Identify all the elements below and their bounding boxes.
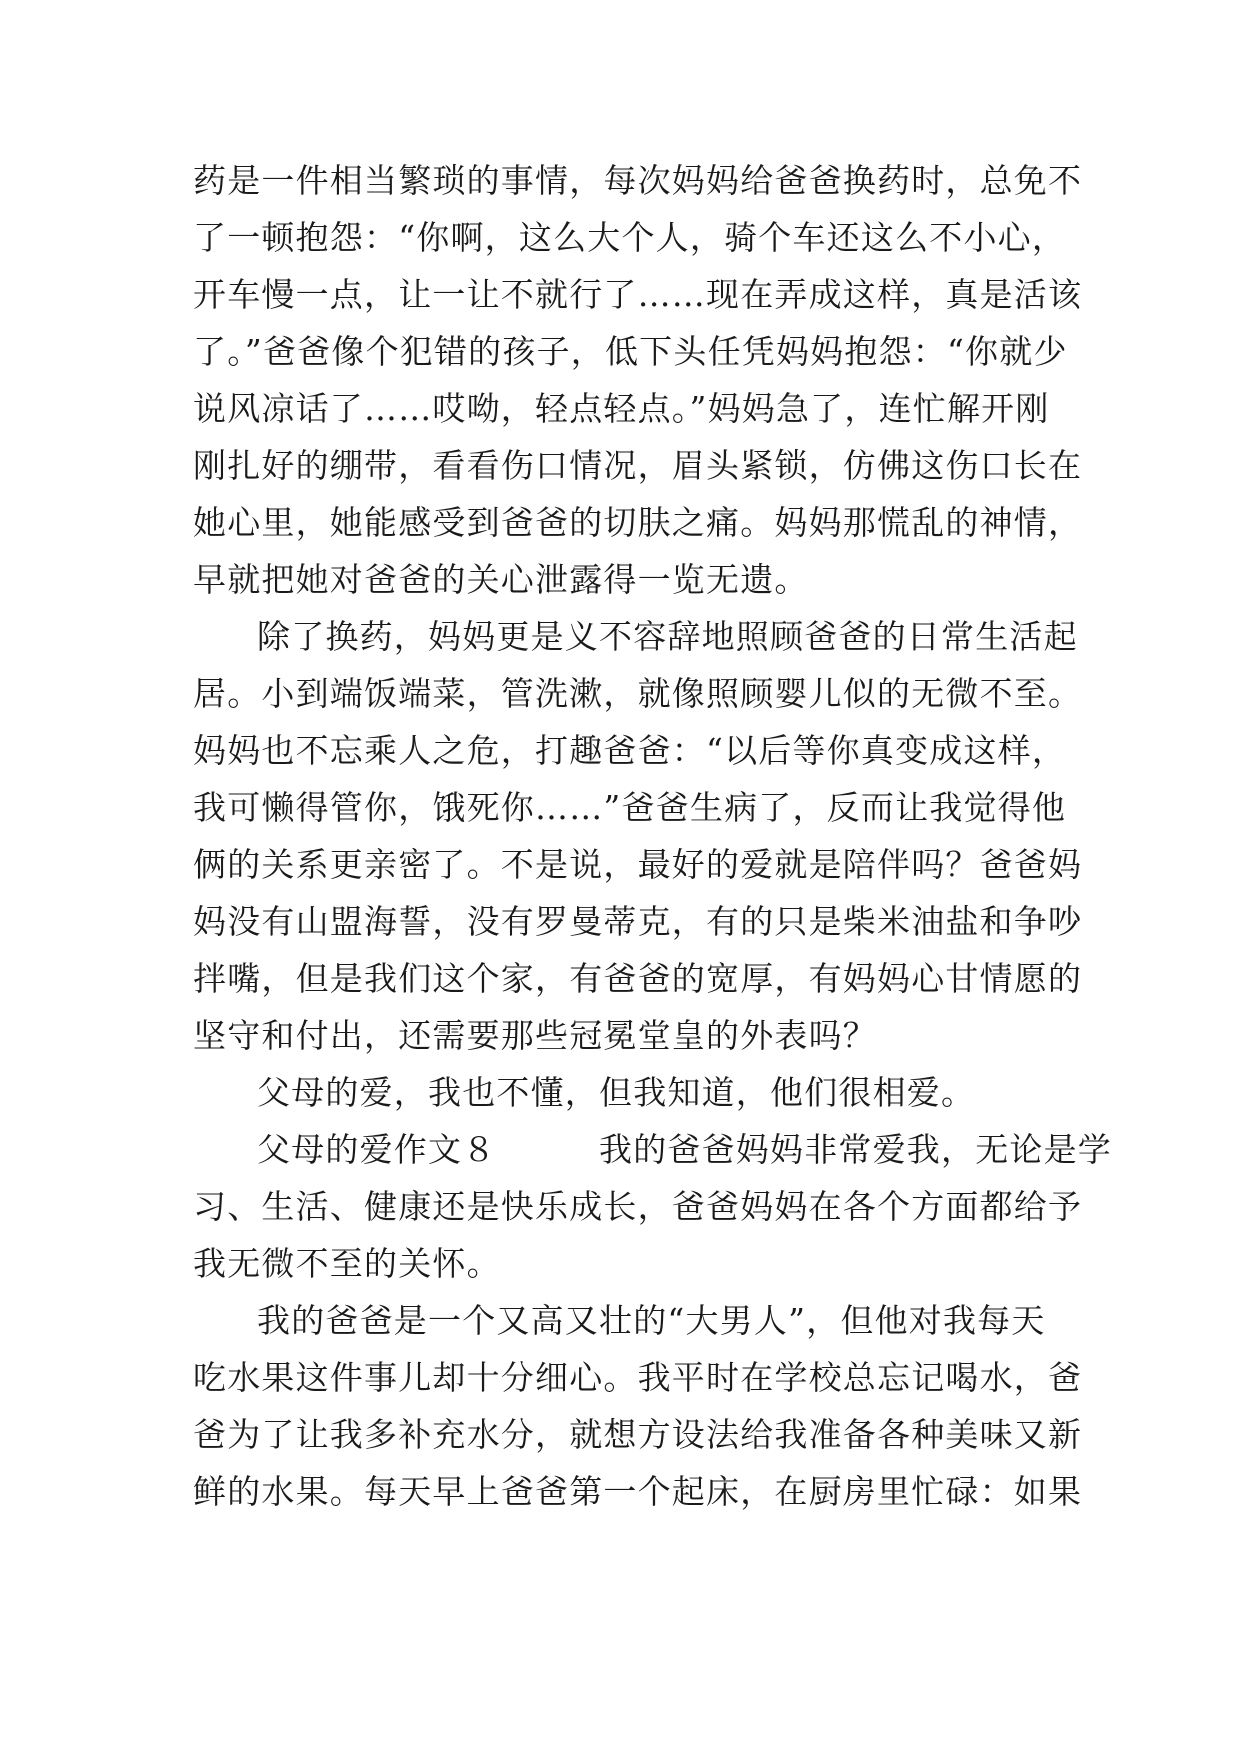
paragraph-start-line: 父母的爱，我也不懂，但我知道，他们很相爱。 (257, 1073, 976, 1112)
text-line: 居。小到端饭端菜，管洗漱，就像照顾婴儿似的无微不至。 (193, 674, 1083, 713)
text-line: 爸为了让我多补充水分，就想方设法给我准备各种美味又新 (193, 1415, 1083, 1454)
text-line: 了一顿抱怨：“你啊，这么大个人，骑个车还这么不小心， (193, 218, 1067, 257)
text-line: 早就把她对爸爸的关心泄露得一览无遗。 (193, 560, 809, 599)
body-text (193, 152, 1112, 1520)
text-line: 鲜的水果。每天早上爸爸第一个起床，在厨房里忙碌：如果 (193, 1472, 1083, 1511)
text-line: 俩的关系更亲密了。不是说，最好的爱就是陪伴吗？爸爸妈 (193, 845, 1083, 884)
text-line: 妈妈也不忘乘人之危，打趣爸爸：“以后等你真变成这样， (193, 731, 1067, 770)
text-line: 说风凉话了……哎呦，轻点轻点。”妈妈急了，连忙解开刚 (193, 389, 1050, 428)
text-line: 坚守和付出，还需要那些冠冕堂皇的外表吗？ (193, 1016, 877, 1055)
paragraph-start-line: 除了换药，妈妈更是义不容辞地照顾爸爸的日常生活起 (257, 617, 1078, 656)
text-line: 刚扎好的绷带，看看伤口情况，眉头紧锁，仿佛这伤口长在 (193, 446, 1083, 485)
text-line: 拌嘴，但是我们这个家，有爸爸的宽厚，有妈妈心甘情愿的 (193, 959, 1083, 998)
paragraph-start-line: 我的爸爸是一个又高又壮的“大男人”，但他对我每天 (257, 1301, 1046, 1340)
text-line: 我无微不至的关怀。 (193, 1244, 501, 1283)
text-line: 了。”爸爸像个犯错的孩子，低下头任凭妈妈抱怨：“你就少 (193, 332, 1068, 371)
text-line: 吃水果这件事儿却十分细心。我平时在学校总忘记喝水，爸 (193, 1358, 1083, 1397)
essay-heading-line: 父母的爱作文８ 我的爸爸妈妈非常爱我，无论是学 (257, 1130, 1112, 1169)
text-line: 妈没有山盟海誓，没有罗曼蒂克，有的只是柴米油盐和争吵 (193, 902, 1083, 941)
text-line: 开车慢一点，让一让不就行了……现在弄成这样，真是活该 (193, 275, 1083, 314)
text-line: 习、生活、健康还是快乐成长，爸爸妈妈在各个方面都给予 (193, 1187, 1083, 1226)
text-line: 我可懒得管你，饿死你……”爸爸生病了，反而让我觉得他 (193, 788, 1067, 827)
text-line: 她心里，她能感受到爸爸的切肤之痛。妈妈那慌乱的神情， (193, 503, 1083, 542)
text-line: 药是一件相当繁琐的事情，每次妈妈给爸爸换药时，总免不 (193, 161, 1083, 200)
